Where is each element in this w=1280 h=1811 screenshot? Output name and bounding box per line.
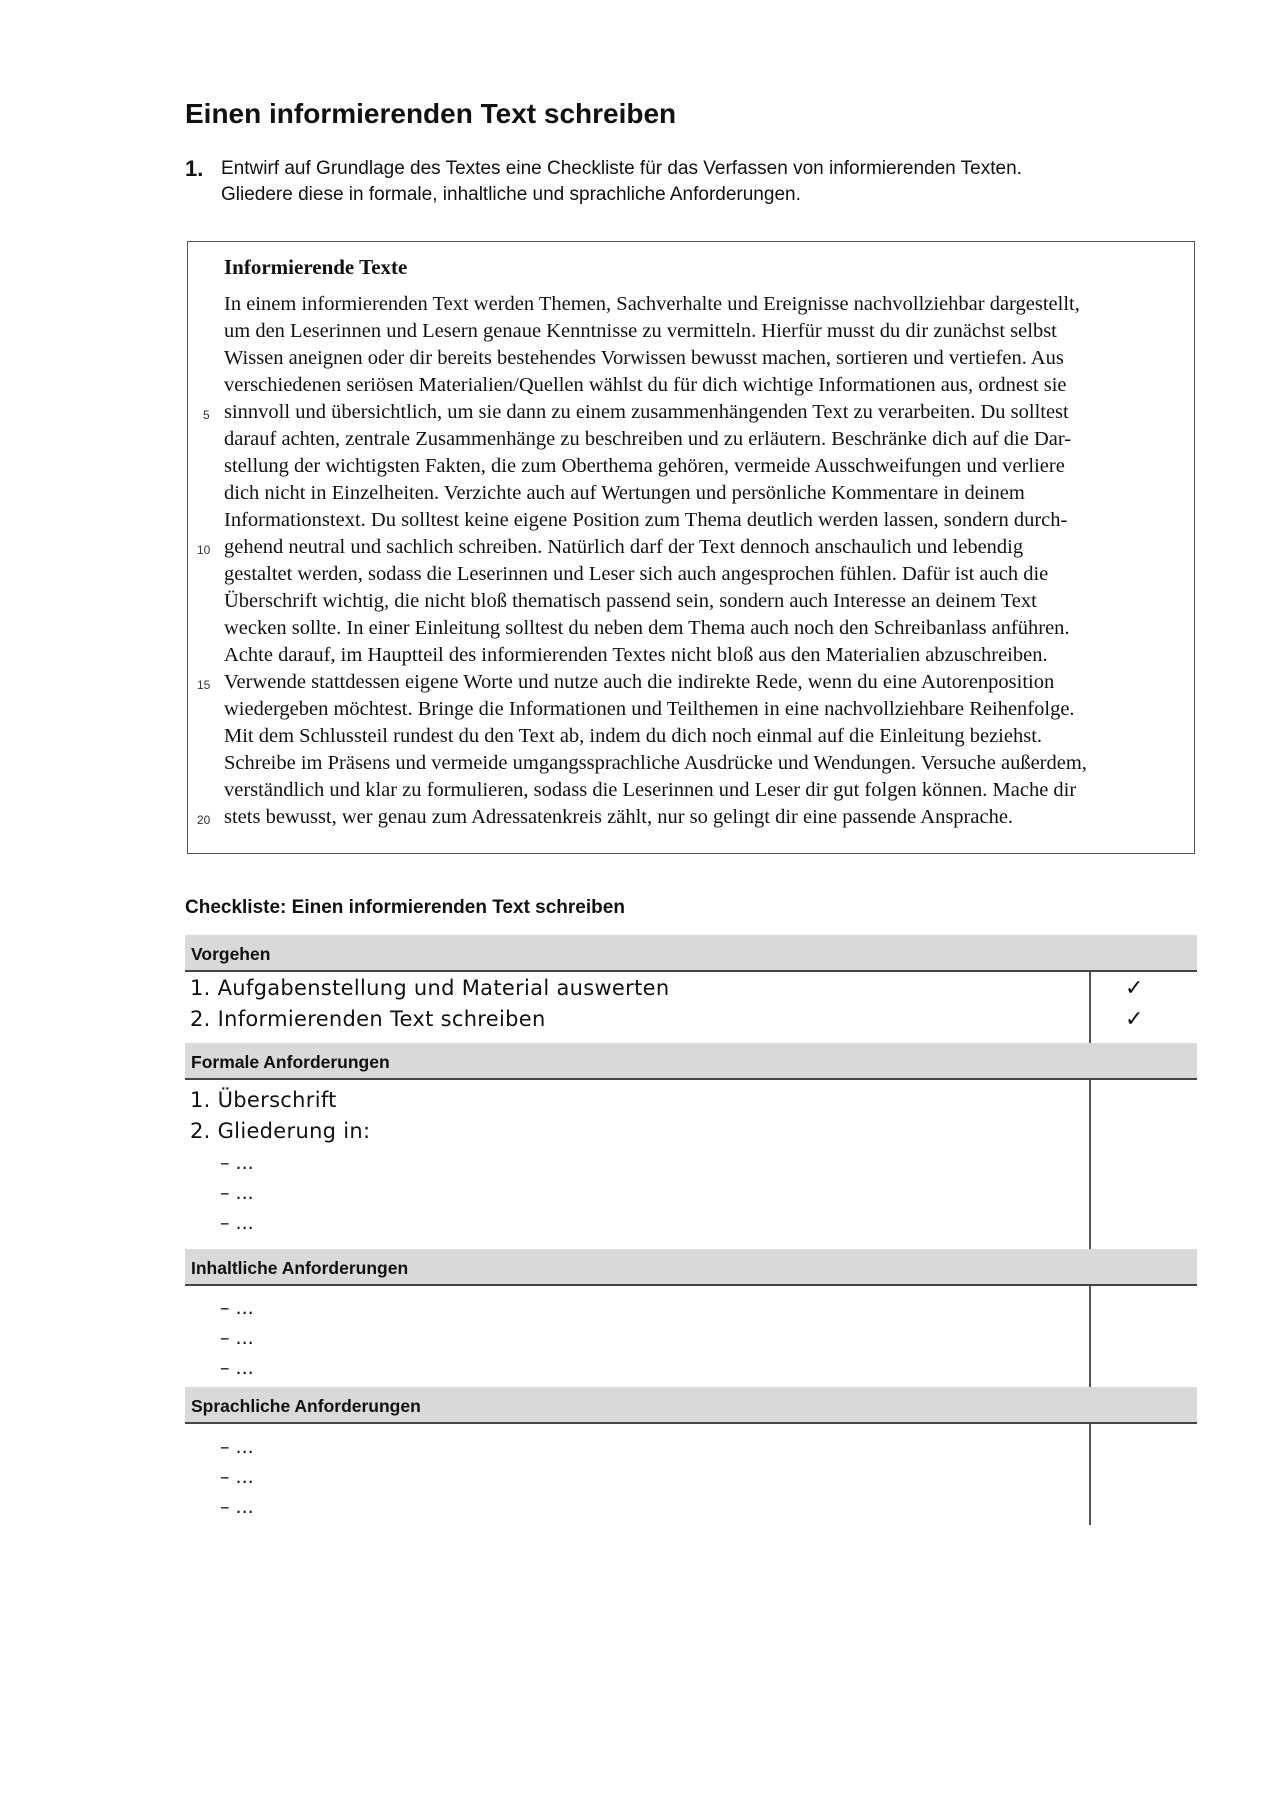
checklist-item: 2. Gliederung in: xyxy=(190,1119,371,1143)
checklist-column-divider xyxy=(1089,935,1091,1525)
text-line: In einem informierenden Text werden Themen, Sachverhalte und Ereignisse nachvollziehbar dargestellt, xyxy=(224,293,1080,315)
text-line: dich nicht in Einzelheiten. Verzichte auch auf Wertungen und persönliche Kommentare in deinem xyxy=(224,482,1025,504)
section-header-vorgehen xyxy=(185,935,1197,972)
text-line: wiedergeben möchtest. Bringe die Informationen und Teilthemen in eine nachvollziehbare Reihenfolge. xyxy=(224,698,1075,720)
checklist-dash-item: – ... xyxy=(220,1466,254,1488)
text-line: Überschrift wichtig, die nicht bloß thematisch passend sein, sondern auch Interesse an deinem Text xyxy=(224,590,1037,612)
checklist-dash-item: – ... xyxy=(220,1152,254,1174)
text-line: gehend neutral und sachlich schreiben. Natürlich darf der Text dennoch anschaulich und lebendig xyxy=(224,536,1024,558)
checklist-dash-item: – ... xyxy=(220,1212,254,1234)
section-header-label: Sprachliche Anforderungen xyxy=(191,1396,421,1416)
text-line: Schreibe im Präsens und vermeide umgangssprachliche Ausdrücke und Wendungen. Versuche außerdem, xyxy=(224,752,1087,774)
line-number: 5 xyxy=(203,408,210,422)
section-header-content xyxy=(185,1249,1197,1286)
text-line: wecken sollte. In einer Einleitung solltest du neben dem Thema auch noch den Schreibanlass anführen. xyxy=(224,617,1070,639)
check-mark-icon: ✓ xyxy=(1125,1007,1144,1032)
text-line: Mit dem Schlussteil rundest du den Text ab, indem du dich noch einmal auf die Einleitung beziehst. xyxy=(224,725,1043,747)
text-line: sinnvoll und übersichtlich, um sie dann zu einem zusammenhängenden Text zu verarbeiten. Du solltest xyxy=(224,401,1069,423)
text-line: Verwende stattdessen eigene Worte und nutze auch die indirekte Rede, wenn du eine Autorenposition xyxy=(224,671,1055,693)
checklist-item: 1. Überschrift xyxy=(190,1088,337,1112)
checklist-item: 2. Informierenden Text schreiben xyxy=(190,1007,546,1031)
task-line: Gliedere diese in formale, inhaltliche und sprachliche Anforderungen. xyxy=(221,184,801,205)
section-header-label: Vorgehen xyxy=(191,944,271,964)
task-number: 1. xyxy=(185,156,204,181)
line-number: 10 xyxy=(197,543,211,557)
text-line: stellung der wichtigsten Fakten, die zum Oberthema gehören, vermeide Ausschweifungen und verliere xyxy=(224,455,1065,477)
text-line: stets bewusst, wer genau zum Adressatenkreis zählt, nur so gelingt dir eine passende Ansprache. xyxy=(224,806,1014,828)
checklist-dash-item: – ... xyxy=(220,1496,254,1518)
section-header-label: Formale Anforderungen xyxy=(191,1052,390,1072)
text-line: verständlich und klar zu formulieren, sodass die Leserinnen und Leser dir gut folgen können. Mache dir xyxy=(224,779,1077,801)
checklist-dash-item: – ... xyxy=(220,1297,254,1319)
text-line: Achte darauf, im Hauptteil des informierenden Textes nicht bloß aus den Materialien abzuschreiben. xyxy=(224,644,1048,666)
checklist-dash-item: – ... xyxy=(220,1182,254,1204)
check-mark-icon: ✓ xyxy=(1125,976,1144,1001)
checklist-dash-item: – ... xyxy=(220,1327,254,1349)
text-line: verschiedenen seriösen Materialien/Quellen wählst du für dich wichtige Informationen aus, ordnest sie xyxy=(224,374,1067,396)
line-number: 20 xyxy=(197,813,211,827)
section-header-formal xyxy=(185,1043,1197,1080)
checklist-dash-item: – ... xyxy=(220,1357,254,1379)
text-line: Informationstext. Du solltest keine eigene Position zum Thema deutlich werden lassen, sondern durch- xyxy=(224,509,1068,531)
checklist-title: Checkliste: Einen informierenden Text schreiben xyxy=(185,897,625,918)
text-line: Wissen aneignen oder dir bereits bestehendes Vorwissen bewusst machen, sortieren und vertiefen. Aus xyxy=(224,347,1064,369)
text-heading: Informierende Texte xyxy=(224,255,408,279)
checklist-item: 1. Aufgabenstellung und Material auswerten xyxy=(190,976,670,1000)
checklist-dash-item: – ... xyxy=(220,1436,254,1458)
task-line: Entwirf auf Grundlage des Textes eine Checkliste für das Verfassen von informierenden Texten. xyxy=(221,158,1022,179)
text-line: um den Leserinnen und Lesern genaue Kenntnisse zu vermitteln. Hierfür musst du dir zunächst selbst xyxy=(224,320,1057,342)
info-text-box xyxy=(187,241,1195,854)
page-title: Einen informierenden Text schreiben xyxy=(185,98,677,129)
line-number: 15 xyxy=(197,678,211,692)
text-line: gestaltet werden, sodass die Leserinnen und Leser sich auch angesprochen fühlen. Dafür ist auch die xyxy=(224,563,1049,585)
section-header-language xyxy=(185,1387,1197,1424)
text-line: darauf achten, zentrale Zusammenhänge zu beschreiben und zu erläutern. Beschränke dich auf die Dar- xyxy=(224,428,1072,450)
section-header-label: Inhaltliche Anforderungen xyxy=(191,1258,409,1278)
